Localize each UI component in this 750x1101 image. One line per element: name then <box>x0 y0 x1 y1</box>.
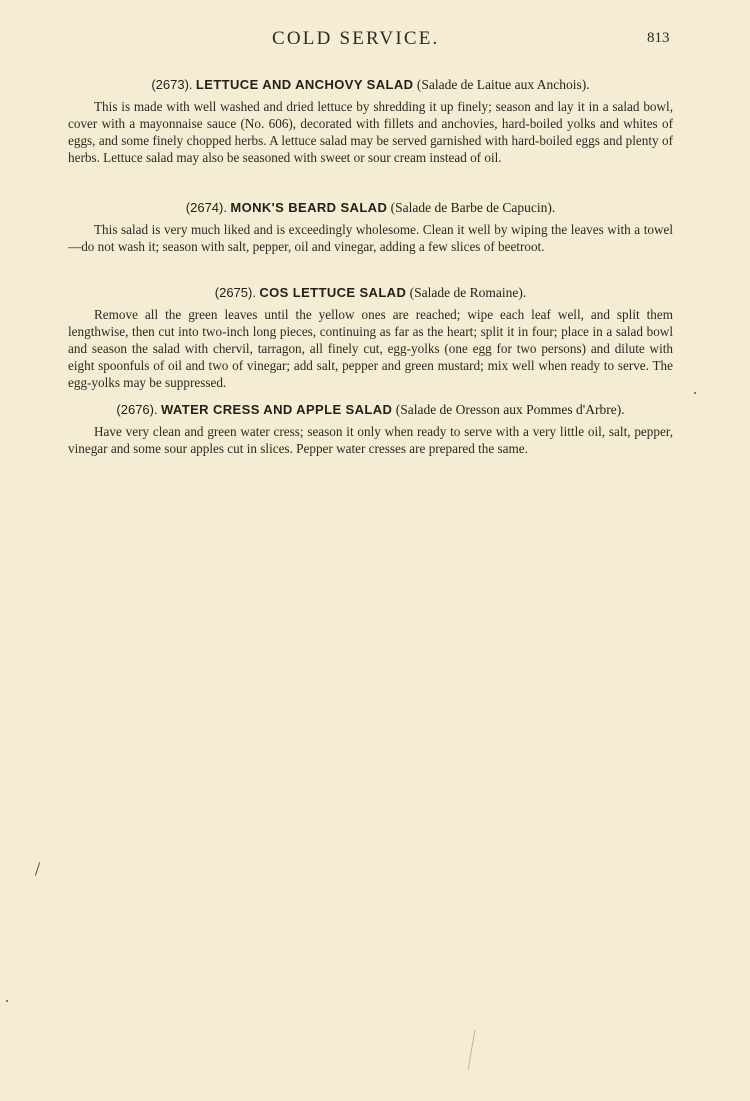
paper-scratch <box>35 862 40 876</box>
recipe-french-title: (Salade de Romaine). <box>409 285 527 300</box>
recipe-heading <box>68 199 673 217</box>
page-number: 813 <box>647 30 670 46</box>
paper-speck <box>694 392 696 394</box>
recipe-body: Remove all the green leaves until the yellow ones are reached; wipe each leaf well, and split them lengthwise, then cut into two-inch long pieces, continuing as far as the heart; split it in four; place in a salad bowl and season the salad with chervil, tarragon, all finely cut, egg-yolks (one egg for two persons) and dilute with eight spoonfuls of oil and two of vinegar; add salt, pepper and green mustard; mix well when ready to serve. The egg-yolks may be suppressed. <box>68 307 673 390</box>
recipe-title: MONK'S BEARD SALAD <box>230 200 388 215</box>
recipe-body: Have very clean and green water cress; season it only when ready to serve with a very little oil, salt, pepper, vinegar and some sour apples cut in slices. Pepper water cresses are prepared the same. <box>68 424 673 456</box>
recipe-body: This salad is very much liked and is exceedingly wholesome. Clean it well by wiping the leaves with a towel—do not wash it; season with salt, pepper, oil and vinegar, adding a few slices of beetroot. <box>68 222 673 254</box>
recipe-entry-2676 <box>68 401 673 457</box>
paper-scratch <box>468 1030 476 1070</box>
recipe-number: (2674). <box>185 200 227 215</box>
recipe-entry-2673 <box>68 76 673 166</box>
recipe-french-title: (Salade de Barbe de Capucin). <box>390 200 556 215</box>
paper-speck <box>6 1000 8 1002</box>
recipe-entry-2674 <box>68 199 673 255</box>
recipe-heading <box>68 76 673 94</box>
recipe-number: (2676). <box>116 402 158 417</box>
recipe-french-title: (Salade de Laitue aux Anchois). <box>416 77 590 92</box>
recipe-heading <box>68 284 673 302</box>
recipe-number: (2675). <box>214 285 256 300</box>
running-head <box>0 28 750 52</box>
recipe-title: LETTUCE AND ANCHOVY SALAD <box>195 77 414 92</box>
recipe-title: COS LETTUCE SALAD <box>259 285 407 300</box>
recipe-french-title: (Salade de Oresson aux Pommes d'Arbre). <box>395 402 625 417</box>
recipe-heading <box>68 401 673 419</box>
recipe-number: (2673). <box>151 77 193 92</box>
recipe-body: This is made with well washed and dried lettuce by shredding it up finely; season and lay it in a salad bowl, cover with a mayonnaise sauce (No. 606), decorated with fillets and anchovies, hard-boiled yolks and whites of eggs, and some finely chopped herbs. A lettuce salad may be served garnished with hard-boiled eggs and plenty of herbs. Lettuce salad may also be seasoned with sweet or sour cream instead of oil. <box>68 99 673 165</box>
running-title: COLD SERVICE. <box>272 28 440 49</box>
recipe-entry-2675 <box>68 284 673 391</box>
recipe-title: WATER CRESS AND APPLE SALAD <box>160 402 393 417</box>
